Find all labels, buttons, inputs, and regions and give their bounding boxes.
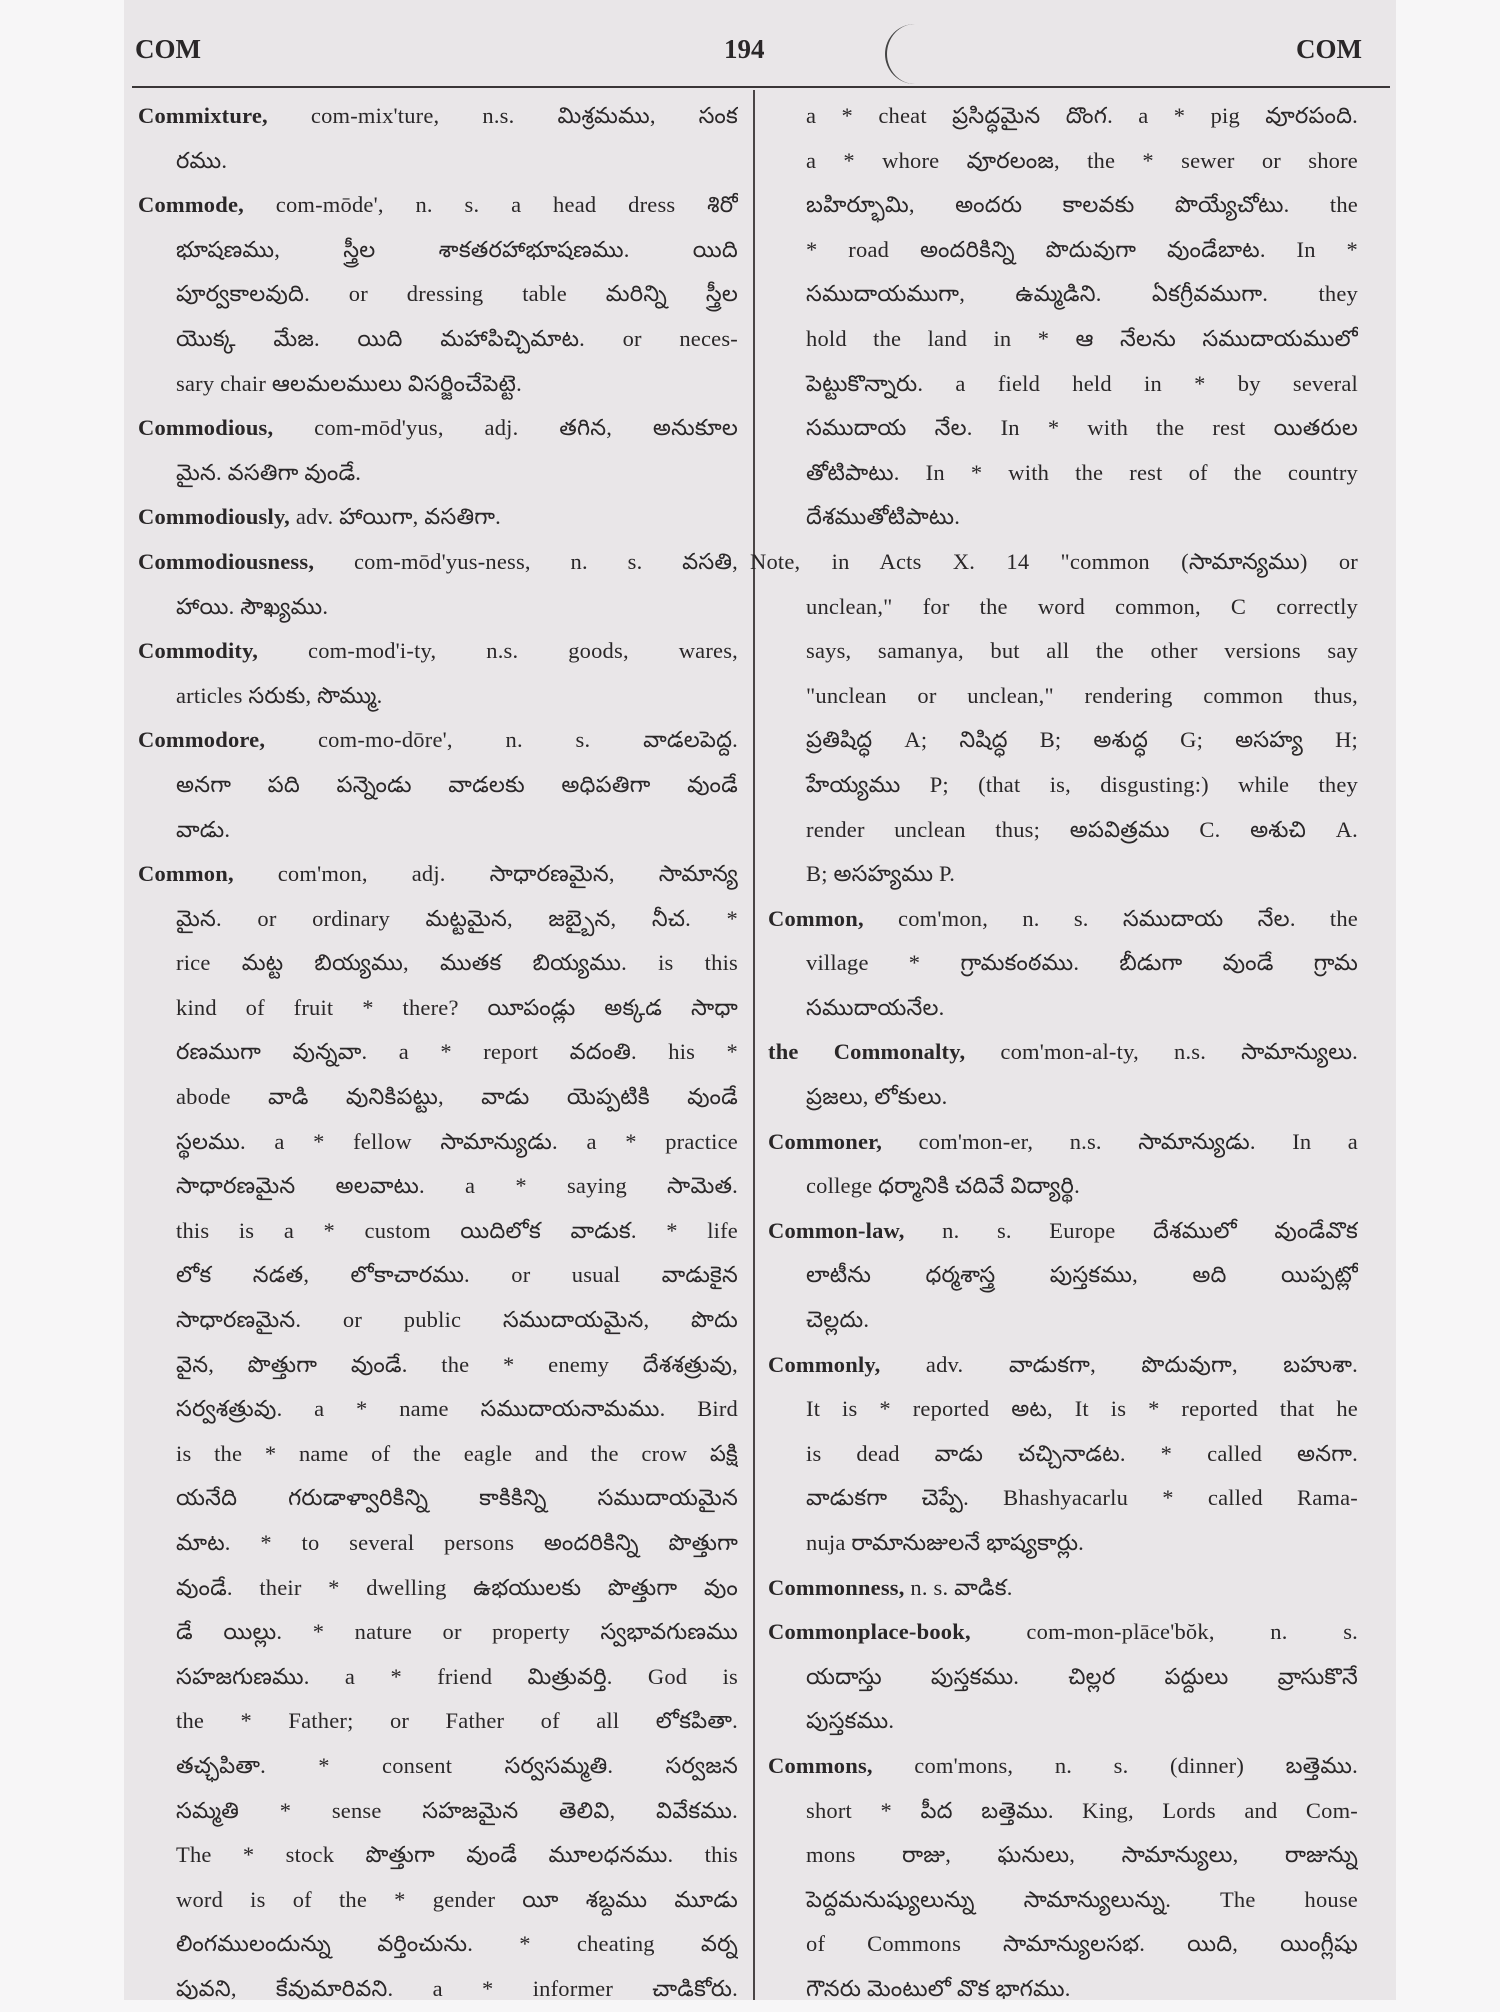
line-text: com-mōde', n. s. a head dress శిరో [243, 192, 738, 218]
line-text: abode వాడి వునికిపట్టు, వాడు యెప్పటికి వుండే [176, 1084, 738, 1110]
line-text: a * whore వూరలంజ, the * sewer or shore [806, 147, 1358, 173]
headword: Commonplace-book, [768, 1619, 971, 1645]
entry-line [138, 629, 738, 674]
right-column [750, 94, 1358, 2012]
line-text: చెల్లదు. [806, 1307, 870, 1333]
line-text: Note, in Acts X. 14 "common (సామాన్యము) or [750, 548, 1358, 574]
column-divider [753, 90, 755, 2000]
line-text: సముదాయముగా, ఉమ్మడిని. ఏకగ్రీవముగా. they [806, 281, 1358, 307]
text-line [768, 272, 1358, 317]
entry-line [768, 1209, 1358, 1254]
entry-line [138, 852, 738, 897]
text-line [138, 585, 738, 630]
line-text: college ధర్మానికి చదివే విద్యార్థి. [806, 1173, 1080, 1199]
line-text: యదాస్తు పుస్తకము. చిల్లర పద్దులు వ్రాసుకొనే [806, 1663, 1358, 1689]
text-line [768, 1833, 1358, 1878]
headword: Commonness, [768, 1574, 905, 1600]
line-text: village * గ్రామకంఠము. బీడుగా వుండే గ్రామ [806, 950, 1358, 976]
text-line [768, 763, 1358, 808]
line-text: com'mons, n. s. (dinner) బత్తెము. [872, 1752, 1358, 1778]
text-line [768, 852, 1358, 897]
line-text: unclean," for the word common, C correctly [806, 593, 1358, 619]
line-text: B; అసహ్యము P. [806, 861, 956, 887]
line-text: లాటీను ధర్మశాస్త్ర పుస్తకము, అది యిప్పట్లో [806, 1262, 1358, 1288]
text-line [768, 406, 1358, 451]
entry-line [138, 94, 738, 139]
line-text: is dead వాడు చచ్చినాడట. * called అనగా. [806, 1440, 1358, 1466]
line-text: ప్రతిషిద్ధ A; నిషిద్ధ B; అశుద్ధ G; అసహ్య H; [806, 727, 1358, 753]
line-text: యొక్క మేజ. యిది మహాపిచ్చిమాట. or neces- [176, 325, 738, 351]
headword: Commons, [768, 1752, 873, 1778]
line-text: సహజగుణము. a * friend మిత్రువర్తి. God is [176, 1663, 738, 1689]
line-text: articles సరుకు, సొమ్ము. [176, 682, 383, 708]
line-text: a * cheat ప్రసిద్ధమైన దొంగ. a * pig వూరపంది. [806, 103, 1358, 128]
text-line [768, 1476, 1358, 1521]
entry-line [768, 1744, 1358, 1789]
text-line [138, 1655, 738, 1700]
text-line [768, 585, 1358, 630]
line-text: is the * name of the eagle and the crow పక్షి [176, 1440, 738, 1466]
line-text: రణముగా వున్నవా. a * report వదంతి. his * [176, 1039, 738, 1065]
entry-line [768, 1610, 1358, 1655]
text-line [768, 317, 1358, 362]
line-text: n. s. వాడిక. [904, 1574, 1013, 1600]
line-text: It is * reported అట, It is * reported that he [806, 1396, 1358, 1422]
text-line [768, 1967, 1358, 2012]
line-text: com-mōd'yus, adj. తగిన, అనుకూల [273, 415, 738, 441]
text-line [768, 183, 1358, 228]
line-text: the * Father; or Father of all లోకపితా. [176, 1708, 738, 1734]
line-text: com-mōd'yus-ness, n. s. వసతి, [314, 548, 738, 574]
line-text: సమ్మతి * sense సహజమైన తెలివి, వివేకము. [176, 1797, 738, 1823]
text-line [138, 941, 738, 986]
line-text: com'mon, n. s. సముదాయ నేల. the [863, 905, 1358, 931]
line-text: mons రాజు, ఘనులు, సామాన్యులు, రాజున్ను [806, 1842, 1358, 1868]
line-text: లోక నడత, లోకాచారము. or usual వాడుకైన [176, 1262, 738, 1288]
left-column [138, 94, 738, 2012]
entry-line [768, 1120, 1358, 1165]
text-line [768, 1922, 1358, 1967]
line-text: వైన, పొత్తుగా వుండే. the * enemy దేశశత్రువు, [176, 1351, 738, 1377]
line-text: తోటిపాటు. In * with the rest of the country [806, 459, 1358, 485]
text-line [768, 1878, 1358, 1923]
text-line [138, 808, 738, 853]
line-text: short * పీద బత్తెము. King, Lords and Com- [806, 1797, 1358, 1823]
line-text: com-mix'ture, n.s. మిశ్రమము, సంక [267, 103, 738, 128]
line-text: గౌనరు మెంటులో వొక భాగము. [806, 1975, 1071, 2001]
line-text: భూషణము, స్త్రీల శాకతరహాభూషణము. యిది [176, 236, 738, 262]
line-text: మైన. or ordinary మట్టమైన, జబ్బైన, నీచ. * [176, 905, 738, 931]
line-text: ప్రజలు, లోకులు. [806, 1084, 948, 1110]
text-line [138, 1521, 738, 1566]
line-text: kind of fruit * there? యీపండ్లు అక్కడ సాధా [176, 994, 738, 1020]
line-text: "unclean or unclean," rendering common thus, [806, 682, 1358, 708]
text-line [138, 1476, 738, 1521]
line-text: డే యిల్లు. * nature or property స్వభావగుణము [176, 1619, 738, 1645]
text-line [768, 139, 1358, 184]
text-line [768, 495, 1358, 540]
headword: Commodity, [138, 638, 259, 664]
text-line [768, 1075, 1358, 1120]
page-number: 194 [724, 34, 765, 64]
text-line [768, 228, 1358, 273]
text-line [768, 1387, 1358, 1432]
headword: Common, [768, 905, 864, 931]
text-line [768, 941, 1358, 986]
line-text: పెట్టుకొన్నారు. a field held in * by several [806, 370, 1358, 396]
line-text: hold the land in * ఆ నేలను సముదాయములో [806, 325, 1358, 351]
text-line [768, 1789, 1358, 1834]
entry-line [768, 1343, 1358, 1388]
line-text: రము. [176, 147, 228, 173]
entry-line [138, 183, 738, 228]
text-line [768, 674, 1358, 719]
text-line [768, 1521, 1358, 1566]
line-text: com-mod'i-ty, n.s. goods, wares, [258, 638, 738, 664]
text-line [768, 451, 1358, 496]
line-text: వుండే. their * dwelling ఉభయులకు పొత్తుగా వుం [176, 1574, 738, 1600]
headword: Commixture, [138, 103, 268, 128]
text-line [138, 1120, 738, 1165]
text-line [768, 1655, 1358, 1700]
text-line [768, 362, 1358, 407]
headword: Commonly, [768, 1351, 881, 1377]
headword: Commode, [138, 192, 244, 218]
line-text: మైన. వసతిగా వుండే. [176, 459, 362, 485]
text-line [768, 1253, 1358, 1298]
line-text: this is a * custom యిదిలోక వాడుక. * life [176, 1217, 738, 1243]
line-text: render unclean thus; అపవిత్రము C. అశుచి A. [806, 816, 1358, 842]
header-rule [132, 86, 1390, 88]
headword: Common, [138, 861, 234, 887]
headword: Common-law, [768, 1217, 905, 1243]
text-line [138, 1075, 738, 1120]
text-line [768, 808, 1358, 853]
entry-line [768, 897, 1358, 942]
running-head-left: COM [135, 34, 201, 64]
line-text: హేయ్యము P; (that is, disgusting:) while they [806, 771, 1358, 797]
text-line [138, 1878, 738, 1923]
text-line [768, 1699, 1358, 1744]
entry-line [768, 1030, 1358, 1075]
running-head-right: COM [1296, 34, 1362, 64]
line-text: word is of the * gender యీ శబ్దము మూడు [176, 1886, 738, 1912]
line-text: com'mon-er, n.s. సామాన్యుడు. In a [882, 1128, 1358, 1154]
line-text: తచ్ఛపితా. * consent సర్వసమ్మతి. సర్వజన [176, 1752, 738, 1778]
headword: Commodious, [138, 415, 274, 441]
text-line [138, 1432, 738, 1477]
line-text: దేశముతోటిపాటు. [806, 504, 961, 530]
text-line [138, 674, 738, 719]
text-line [768, 1298, 1358, 1343]
line-text: మాట. * to several persons అందరికిన్ని పొత్తుగా [176, 1530, 738, 1555]
text-line [138, 1789, 738, 1834]
line-text: వాడు. [176, 816, 231, 842]
line-text: సర్వశత్రువు. a * name సముదాయనామము. Bird [176, 1396, 738, 1422]
line-text: పెద్దమనుష్యులున్ను సామాన్యులున్ను. The house [806, 1886, 1358, 1912]
line-text: సాధారణమైన. or public సముదాయమైన, పొదు [176, 1307, 738, 1333]
text-line [138, 1343, 738, 1388]
line-text: of Commons సామాన్యులసభ. యిది, యింగ్లీషు [806, 1931, 1358, 1957]
line-text: The * stock పొత్తుగా వుండే మూలధనము. this [176, 1842, 738, 1868]
line-text: com-mon-plāce'bŏk, n. s. [970, 1619, 1358, 1645]
line-text: యనేది గరుడాళ్వారికిన్ని కాకికిన్ని సముదాయమైన [176, 1485, 738, 1511]
line-text: సముదాయనేల. [806, 994, 945, 1020]
line-text: పుస్తకము. [806, 1708, 895, 1734]
line-text: n. s. Europe దేశములో వుండేవొక [904, 1217, 1358, 1243]
text-line [138, 1387, 738, 1432]
text-line [138, 1030, 738, 1075]
line-text: హాయి. సౌఖ్యము. [176, 593, 329, 619]
text-line [138, 1566, 738, 1611]
text-line [138, 1298, 738, 1343]
line-text: పూర్వకాలవుది. or dressing table మరిన్ని స్త్రీల [176, 281, 738, 307]
text-line [138, 1922, 738, 1967]
text-line [138, 317, 738, 362]
text-line [138, 139, 738, 184]
text-line [768, 629, 1358, 674]
line-text: adv. హాయిగా, వసతిగా. [290, 504, 502, 530]
text-line [768, 1164, 1358, 1209]
text-line [138, 362, 738, 407]
line-text: స్థలము. a * fellow సామాన్యుడు. a * practice [176, 1128, 738, 1154]
entry-line [138, 540, 738, 585]
line-text: అనగా పది పన్నెండు వాడలకు అధిపతిగా వుండే [176, 771, 738, 797]
text-line [750, 540, 1358, 585]
text-line [768, 986, 1358, 1031]
text-line [138, 272, 738, 317]
entry-line [138, 495, 738, 540]
text-line [138, 228, 738, 273]
headword: Commoner, [768, 1128, 883, 1154]
entry-line [138, 718, 738, 763]
text-line [138, 1610, 738, 1655]
text-line [768, 1432, 1358, 1477]
line-text: rice మట్ట బియ్యము, ముతక బియ్యము. is this [176, 950, 738, 976]
line-text: సముదాయ నేల. In * with the rest యితరుల [806, 415, 1358, 441]
headword: Commodiously, [138, 504, 291, 530]
entry-line [138, 406, 738, 451]
text-line [138, 897, 738, 942]
text-line [138, 763, 738, 808]
text-line [768, 94, 1358, 139]
text-line [138, 451, 738, 496]
headword: the Commonalty, [768, 1039, 966, 1065]
line-text: says, samanya, but all the other versions say [806, 638, 1358, 664]
entry-line [768, 1566, 1358, 1611]
headword: Commodore, [138, 727, 266, 753]
text-line [138, 1164, 738, 1209]
line-text: nuja రామానుజులనే భాష్యకార్లు. [806, 1530, 1085, 1555]
text-line [138, 1253, 738, 1298]
headword: Commodiousness, [138, 548, 315, 574]
line-text: వాడుకగా చెప్పే. Bhashyacarlu * called Rama- [806, 1485, 1358, 1511]
line-text: సాధారణమైన అలవాటు. a * saying సామెత. [176, 1173, 738, 1199]
text-line [768, 718, 1358, 763]
line-text: sary chair ఆలమలములు విసర్జించేపెట్టె. [176, 370, 522, 396]
line-text: * road అందరికిన్ని పొదువుగా వుండేబాట. In * [806, 236, 1358, 262]
line-text: పువని, కేవుమారివని. a * informer చాడికోరు. [176, 1975, 738, 2001]
text-line [138, 1209, 738, 1254]
line-text: com'mon-al-ty, n.s. సామాన్యులు. [965, 1039, 1358, 1065]
line-text: లింగములందున్ను వర్తించును. * cheating వర్న [176, 1931, 738, 1957]
line-text: adv. వాడుకగా, పొదువుగా, బహుశా. [880, 1351, 1358, 1377]
text-line [138, 986, 738, 1031]
text-line [138, 1744, 738, 1789]
line-text: బహిర్భూమి, అందరు కాలవకు పొయ్యేచోటు. the [806, 192, 1358, 218]
line-text: com'mon, adj. సాధారణమైన, సామాన్య [233, 861, 738, 887]
text-line [138, 1967, 738, 2012]
text-line [138, 1833, 738, 1878]
text-line [138, 1699, 738, 1744]
line-text: com-mo-dōre', n. s. వాడలపెద్ద. [265, 727, 738, 753]
